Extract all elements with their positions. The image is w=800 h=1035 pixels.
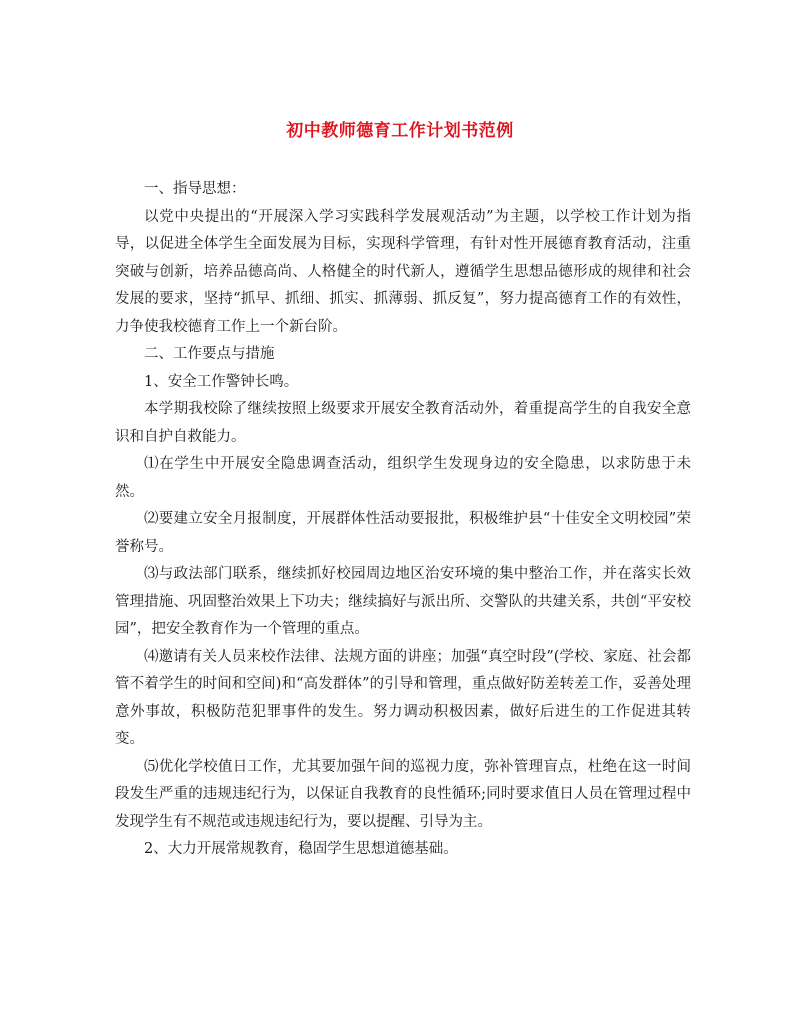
list-item-4: ⑷邀请有关人员来校作法律、法规方面的讲座；加强“真空时段”(学校、家庭、社会都管不着学生的时间和空间)和“高发群体”的引导和管理，重点做好防差转差工作，妥善处理意外事故，积极防范犯罪事件的发生。努力调动积极因素，做好后进生的工作促进其转变。 xyxy=(115,648,691,747)
list-item-3: ⑶与政法部门联系，继续抓好校园周边地区治安环境的集中整治工作，并在落实长效管理措施、巩固整治效果上下功夫；继续搞好与派出所、交警队的共建关系，共创“平安校园”，把安全教育作为一个管理的重点。 xyxy=(115,566,691,637)
document-body xyxy=(115,176,691,864)
subheading-safety: 1、安全工作警钟长鸣。 xyxy=(144,373,299,390)
list-item-5: ⑸优化学校值日工作，尤其要加强午间的巡视力度，弥补管理盲点，杜绝在这一时间段发生严重的违规违纪行为，以保证自我教育的良性循环;同时要求值日人员在管理过程中发现学生有不规范或违规违纪行为，要以提醒、引导为主。 xyxy=(115,758,691,830)
document-title: 初中教师德育工作计划书范例 xyxy=(286,121,514,141)
paragraph-guiding-thought: 以党中央提出的“开展深入学习实践科学发展观活动”为主题，以学校工作计划为指导，以促进全体学生全面发展为目标，实现科学管理，有针对性开展德育教育活动，注重突破与创新，培养品德高尚、人格健全的时代新人，遵循学生思想品德形成的规律和社会发展的要求，坚持“抓早、抓细、抓实、抓薄弱、抓反复”，努力提高德育工作的有效性，力争使我校德育工作上一个新台阶。 xyxy=(115,208,691,335)
list-item-1: ⑴在学生中开展安全隐患调查活动，组织学生发现身边的安全隐患，以求防患于未然。 xyxy=(115,456,691,500)
section-heading-guiding-thought: 一、指导思想： xyxy=(144,181,246,197)
paragraph-safety-intro: 本学期我校除了继续按照上级要求开展安全教育活动外，着重提高学生的自我安全意识和自护自救能力。 xyxy=(115,401,691,445)
list-item-2: ⑵要建立安全月报制度，开展群体性活动要报批，积极维护县“十佳安全文明校园”荣誉称号。 xyxy=(115,511,691,555)
section-heading-work-points: 二、工作要点与措施 xyxy=(144,346,275,362)
subheading-routine-education: 2、大力开展常规教育，稳固学生思想道德基础。 xyxy=(144,841,458,857)
